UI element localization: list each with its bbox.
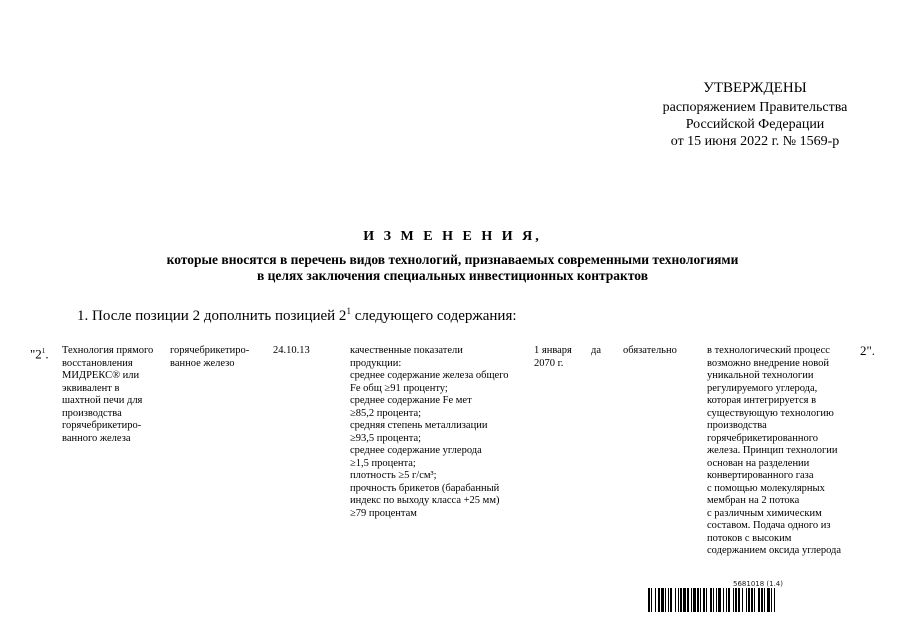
position-number-sup: 1	[41, 347, 46, 355]
criteria-line: ≥93,5 процента;	[350, 432, 422, 444]
criteria-line: среднее содержание железа общего	[350, 370, 509, 381]
amendment-paragraph	[77, 306, 517, 325]
technology-line: шахтной печи для	[62, 395, 143, 406]
criteria-line: прочность брикетов (барабанный	[350, 482, 500, 494]
okpd-code-cell: 24.10.13	[273, 345, 310, 356]
subtitle-line: в целях заключения специальных инвестиционных контрактов	[256, 268, 648, 283]
description-cell	[707, 345, 841, 558]
description-line: производства	[707, 420, 767, 431]
product-line: ванное железо	[170, 357, 235, 369]
criteria-line: средняя степень металлизации	[350, 420, 488, 431]
criteria-line: плотность ≥5 г/см³;	[350, 470, 437, 481]
paragraph-text: 1. После позиции 2 дополнить позицией 2	[77, 308, 347, 324]
approval-line: от 15 июня 2022 г. № 1569-р	[670, 134, 840, 149]
description-line: потоков с высоким	[707, 532, 792, 544]
mandatory-cell: обязательно	[623, 345, 677, 356]
description-line: с различным химическим	[707, 507, 822, 519]
paragraph-superscript: 1	[346, 306, 351, 316]
approval-line: Российской Федерации	[685, 117, 825, 132]
technology-line: горячебрикетиро-	[62, 420, 142, 431]
technology-line: эквивалент в	[62, 382, 120, 394]
description-line: возможно внедрение новой	[707, 357, 830, 369]
criteria-line: среднее содержание углерода	[350, 445, 482, 456]
description-line: которая интегрируется в	[707, 395, 817, 406]
description-line: в технологический процесс	[707, 345, 830, 356]
technology-line: Технология прямого	[62, 345, 154, 356]
barcode	[648, 588, 880, 612]
technology-line: восстановления	[62, 357, 133, 369]
position-number-dot: .	[45, 346, 49, 362]
description-line: мембран на 2 потока	[707, 495, 800, 506]
description-line: уникальной технологии	[707, 370, 814, 381]
product-line: горячебрикетиро-	[170, 345, 250, 356]
applicability-cell: да	[591, 345, 602, 356]
deadline-line: 1 января	[534, 345, 572, 356]
position-number-text: "2	[30, 346, 42, 362]
criteria-line: Fe общ ≥91 проценту;	[350, 382, 448, 394]
criteria-cell	[350, 345, 509, 520]
technology-cell	[62, 345, 153, 445]
barcode-number: 5681018 (1.4)	[733, 580, 783, 588]
subtitle-line: которые вносятся в перечень видов технологий, признаваемых современными технологиями	[166, 252, 739, 267]
description-line: конвертированного газа	[707, 470, 814, 481]
description-line: регулируемого углерода,	[707, 382, 818, 394]
deadline-line: 2070 г.	[534, 357, 564, 369]
document-title: И З М Е Н Е Н И Я,	[363, 229, 542, 244]
criteria-line: продукции:	[350, 357, 402, 369]
technology-line: производства	[62, 407, 122, 419]
criteria-line: среднее содержание Fe мет	[350, 395, 472, 406]
description-line: существующую технологию	[707, 407, 834, 419]
document-subtitle	[0, 252, 905, 284]
position-number	[30, 345, 49, 361]
technology-line: МИДРЕКС® или	[62, 370, 140, 381]
description-line: с помощью молекулярных	[707, 482, 825, 494]
description-line: горячебрикетированного	[707, 432, 818, 444]
description-line: составом. Подача одного из	[707, 520, 831, 531]
technology-line: ванного железа	[62, 432, 131, 444]
approval-line: распоряжением Правительства	[662, 100, 848, 115]
description-line: железа. Принцип технологии	[707, 445, 838, 456]
criteria-line: ≥1,5 процента;	[350, 457, 416, 469]
description-line: основан на разделении	[707, 457, 810, 469]
criteria-line: ≥85,2 процента;	[350, 407, 422, 419]
approval-heading: УТВЕРЖДЕНЫ	[703, 80, 807, 96]
product-cell	[170, 345, 249, 370]
position-close: 2".	[860, 343, 876, 358]
description-line: содержанием оксида углерода	[707, 545, 842, 556]
criteria-line: ≥79 процентам	[350, 507, 417, 519]
criteria-line: качественные показатели	[350, 345, 463, 356]
paragraph-text-end: следующего содержания:	[350, 308, 517, 324]
deadline-cell	[534, 345, 572, 370]
approval-block	[645, 80, 865, 150]
criteria-line: индекс по выходу класса +25 мм)	[350, 495, 500, 506]
